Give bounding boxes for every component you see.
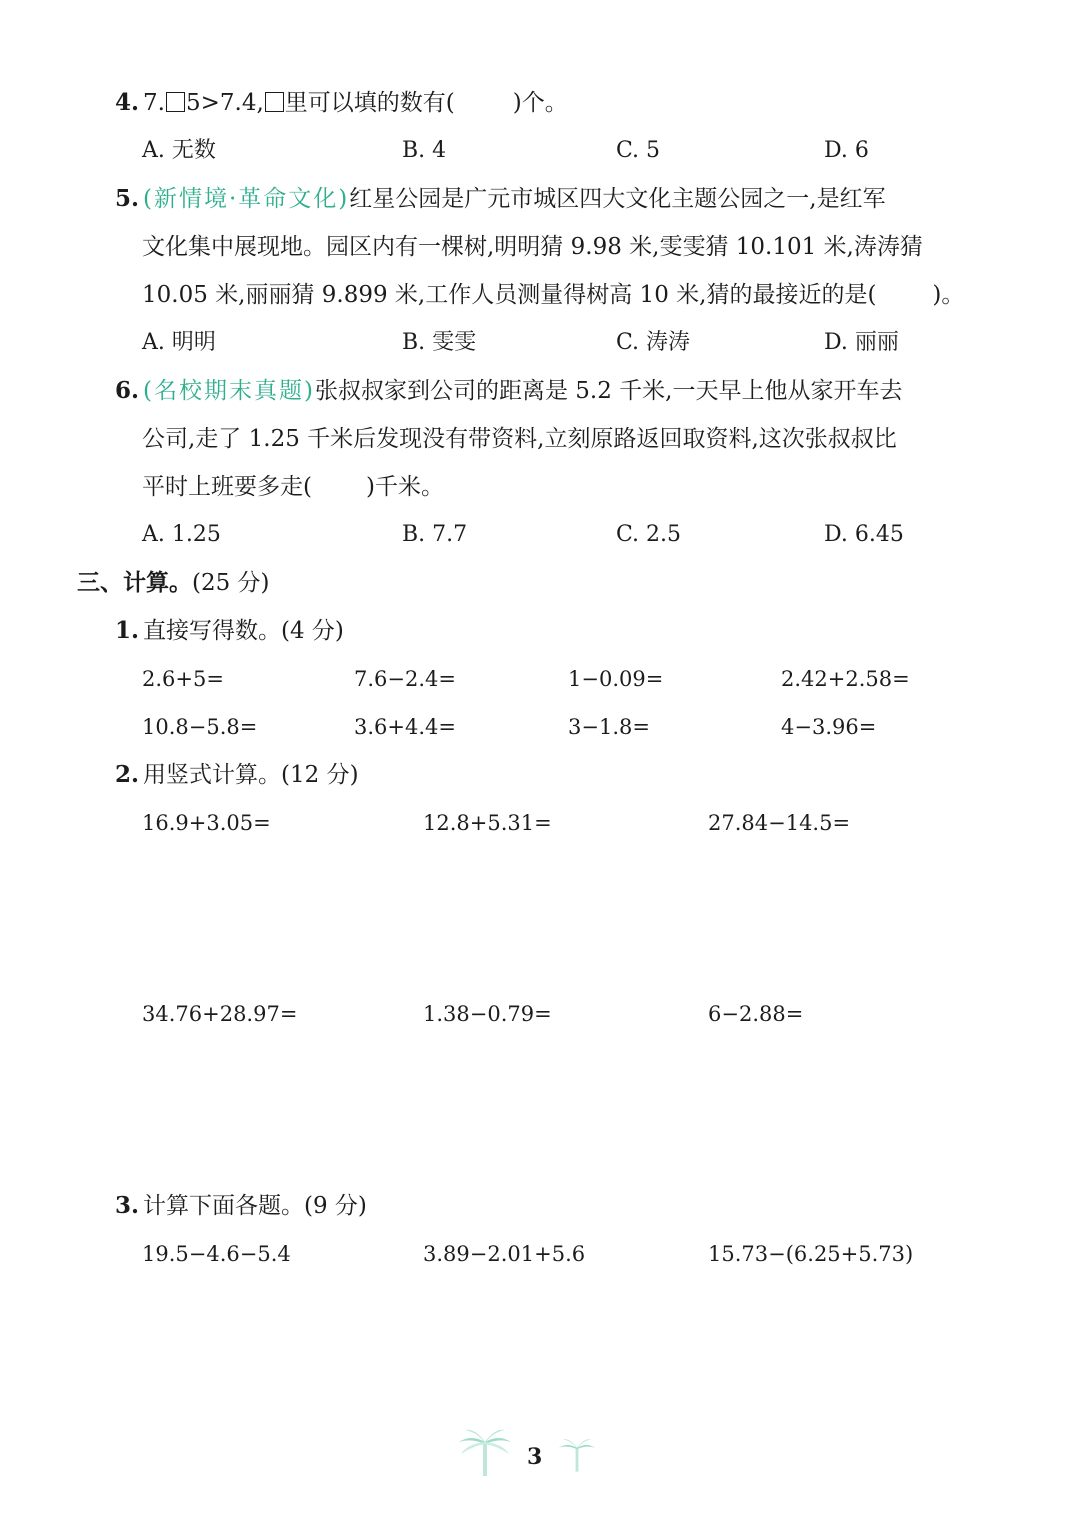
palm-tree-icon (559, 1439, 595, 1471)
question-4 (115, 88, 568, 118)
option-b: B. 4 (402, 138, 447, 163)
calc-item: 2.6+5= (142, 667, 224, 691)
calc-item: 3.6+4.4= (354, 715, 456, 739)
option-b: B. 7.7 (402, 522, 468, 547)
calc-item: 2.42+2.58= (781, 667, 910, 691)
subquestion-title: 计算下面各题。(9 分) (143, 1193, 367, 1219)
question-6-line-3 (142, 472, 444, 502)
calc-item: 3−1.8= (568, 715, 650, 739)
question-number: 4. (115, 89, 140, 116)
question-text: 10.05 米,丽丽猜 9.899 米,工作人员测量得树高 10 米,猜的最接近的是( (142, 282, 877, 308)
blank-box (265, 92, 284, 112)
calc-item: 12.8+5.31= (423, 811, 552, 835)
option-c: C. 2.5 (616, 522, 682, 547)
question-number: 2. (115, 761, 140, 788)
question-text: 红星公园是广元市城区四大文化主题公园之一,是红军 (349, 186, 886, 212)
calc-item: 1.38−0.79= (423, 1002, 552, 1026)
subquestion-2 (115, 760, 359, 790)
calc-item: 34.76+28.97= (142, 1002, 298, 1026)
calc-item: 27.84−14.5= (708, 811, 851, 835)
subquestion-3 (115, 1191, 367, 1221)
question-text: 张叔叔家到公司的距离是 5.2 千米,一天早上他从家开车去 (314, 378, 903, 404)
option-a: A. 1.25 (142, 522, 221, 547)
calc-item: 3.89−2.01+5.6 (423, 1242, 586, 1266)
subquestion-title: 直接写得数。(4 分) (143, 618, 344, 644)
option-c: C. 5 (616, 138, 661, 163)
question-text: 5>7.4, (185, 90, 264, 116)
question-6-line-2: 公司,走了 1.25 千米后发现没有带资料,立刻原路返回取资料,这次张叔叔比 (142, 426, 897, 452)
question-number: 6. (115, 377, 140, 404)
option-d: D. 6.45 (824, 522, 904, 547)
option-a: A. 明明 (142, 330, 216, 355)
section-heading: 三、计算。 (77, 569, 192, 596)
option-c: C. 涛涛 (616, 330, 691, 355)
section-title (77, 568, 270, 598)
subquestion-1 (115, 616, 344, 646)
option-b: B. 雯雯 (402, 330, 477, 355)
question-text: 里可以填的数有( (284, 90, 455, 116)
calc-item: 6−2.88= (708, 1002, 804, 1026)
option-d: D. 6 (824, 138, 869, 163)
blank-box (166, 92, 185, 112)
question-5 (115, 184, 886, 214)
question-tag: (名校期末真题) (143, 378, 315, 404)
calc-item: 4−3.96= (781, 715, 877, 739)
question-text: )。 (932, 282, 965, 308)
question-tag: (新情境·革命文化) (143, 186, 350, 212)
question-5-line-2: 文化集中展现地。园区内有一棵树,明明猜 9.98 米,雯雯猜 10.101 米,涛涛猜 (142, 234, 923, 260)
question-number: 5. (115, 185, 140, 212)
question-text: 平时上班要多走( (142, 474, 312, 500)
question-text: 7. (143, 90, 165, 116)
calc-item: 19.5−4.6−5.4 (142, 1242, 291, 1266)
section-score: (25 分) (192, 570, 270, 596)
page-number: 3 (527, 1444, 543, 1470)
calc-item: 16.9+3.05= (142, 811, 271, 835)
question-number: 1. (115, 617, 140, 644)
calc-item: 10.8−5.8= (142, 715, 258, 739)
question-number: 3. (115, 1192, 140, 1219)
palm-tree-icon (459, 1430, 511, 1476)
question-text: )个。 (512, 90, 568, 116)
question-6 (115, 376, 902, 406)
question-text: )千米。 (365, 474, 444, 500)
question-5-line-3 (142, 280, 964, 310)
option-d: D. 丽丽 (824, 330, 899, 355)
option-a: A. 无数 (142, 138, 216, 163)
calc-item: 1−0.09= (568, 667, 664, 691)
calc-item: 15.73−(6.25+5.73) (708, 1242, 914, 1266)
calc-item: 7.6−2.4= (354, 667, 456, 691)
subquestion-title: 用竖式计算。(12 分) (143, 762, 359, 788)
